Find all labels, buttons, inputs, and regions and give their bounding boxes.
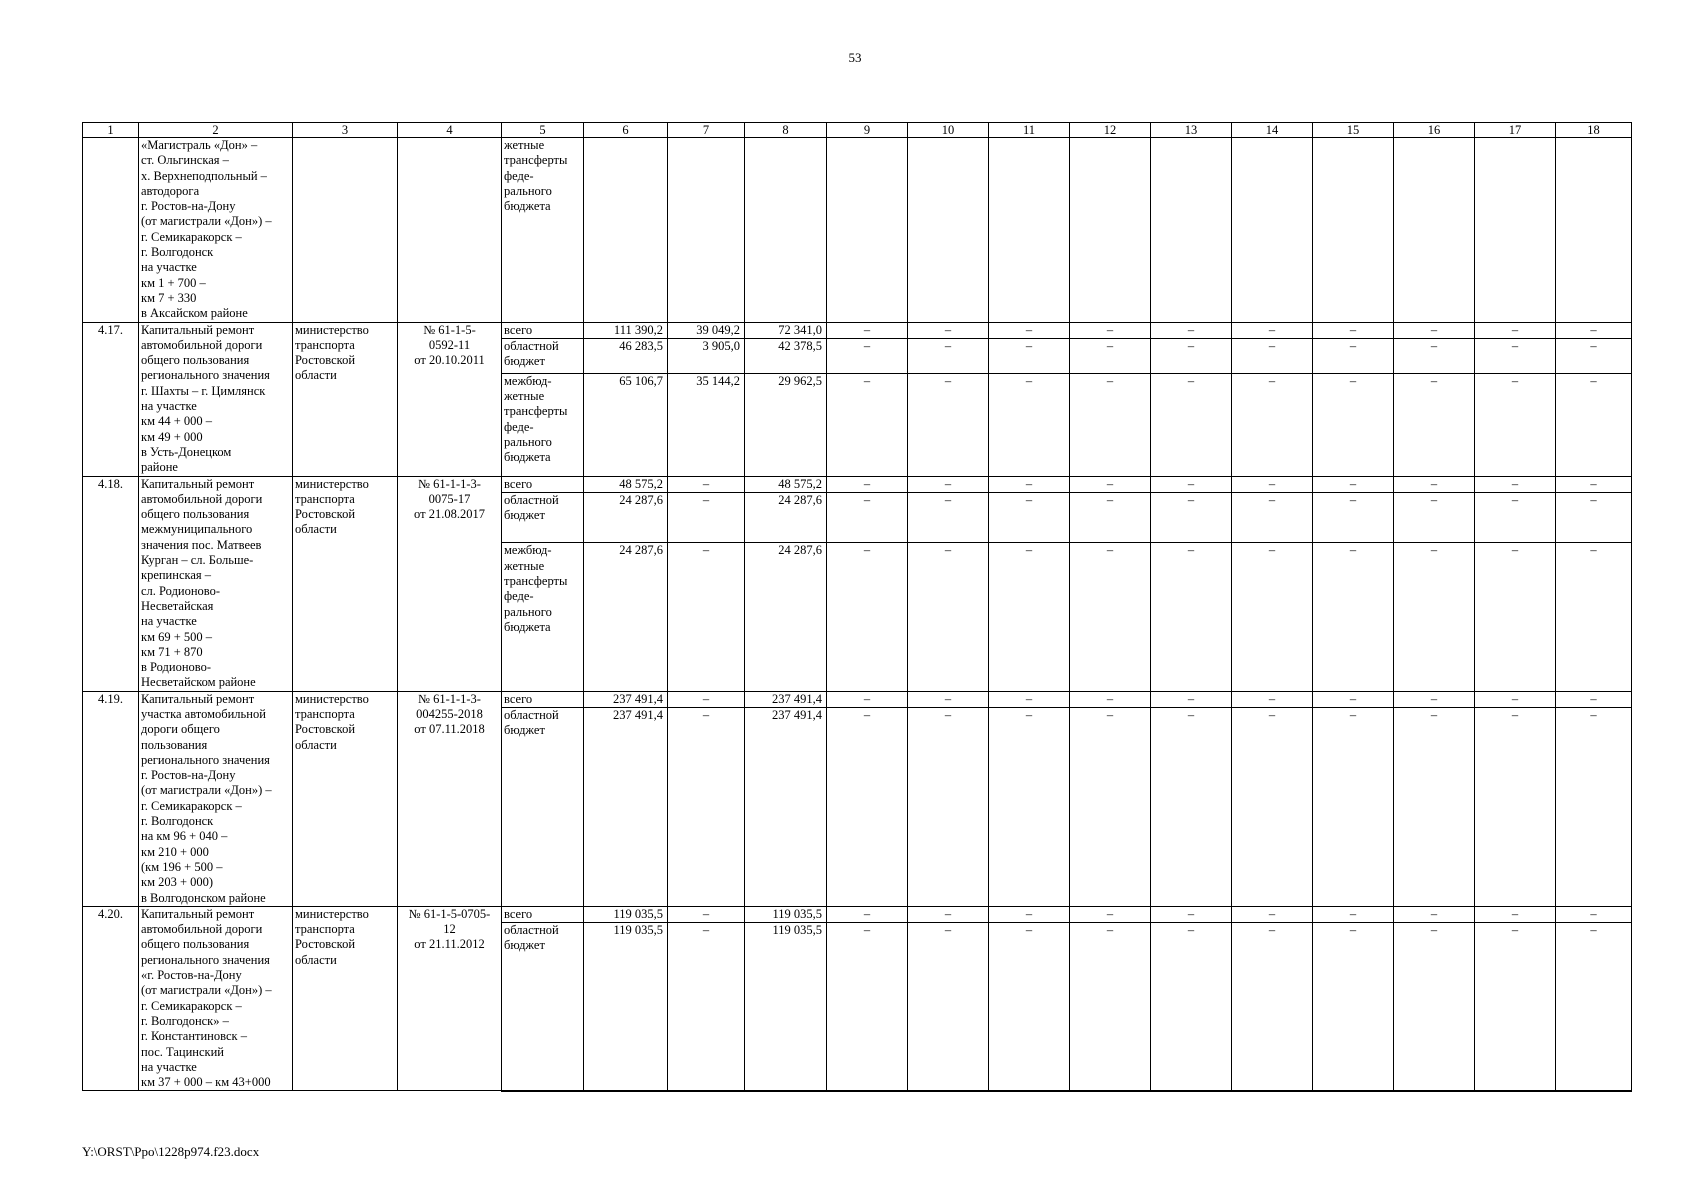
amount-total-cell: 119 035,5 <box>584 906 668 922</box>
continuation-row <box>83 138 1632 323</box>
funding-source-cell: областной бюджет <box>502 707 584 906</box>
column-number-cell: 3 <box>293 123 398 138</box>
empty-value-cell: – <box>1556 492 1632 543</box>
empty-value-cell: – <box>1232 923 1313 1091</box>
object-name-cell: Капитальный ремонт автомобильной дороги общего пользования межмуниципального значения пос. Матвеев Курган – сл. Больше- крепинская – сл. Родионово- Несветайская на участке км 69 + 500 – км 71 + 870 в Родионово- Несветайском районе <box>139 476 293 691</box>
amount-total-cell: 46 283,5 <box>584 338 668 373</box>
amount-col7-cell: – <box>668 906 745 922</box>
empty-value-cell: – <box>827 322 908 338</box>
amount-total-cell: 65 106,7 <box>584 373 668 476</box>
row-number-cell: 4.19. <box>83 691 139 906</box>
empty-value-cell: – <box>1151 543 1232 691</box>
empty-value-cell: – <box>908 691 989 707</box>
column-number-cell: 9 <box>827 123 908 138</box>
column-number-cell: 8 <box>745 123 827 138</box>
empty-value-cell: – <box>827 492 908 543</box>
empty-value-cell: – <box>1313 923 1394 1091</box>
object-name-cell: Капитальный ремонт участка автомобильной дороги общего пользования регионального значения г. Ростов-на-Дону (от магистрали «Дон») – г. Семикаракорск – г. Волгодонск на км 96 + 040 – км 210 + 000 (км 196 + 500 – км 203 + 000) в Волгодонском районе <box>139 691 293 906</box>
amount-col7-cell: – <box>668 923 745 1091</box>
organization-cell: министерство транспорта Ростовской области <box>293 476 398 691</box>
document-cell <box>398 138 502 323</box>
funding-source-cell: всего <box>502 322 584 338</box>
column-number-cell: 12 <box>1070 123 1151 138</box>
empty-value-cell: – <box>1475 338 1556 373</box>
empty-value-cell: – <box>1556 476 1632 492</box>
column-number-cell: 15 <box>1313 123 1394 138</box>
empty-value-cell: – <box>1313 691 1394 707</box>
empty-value-cell: – <box>1394 476 1475 492</box>
empty-value-cell: – <box>827 338 908 373</box>
amount-col7-cell: 39 049,2 <box>668 322 745 338</box>
empty-value-cell: – <box>908 543 989 691</box>
table-row <box>83 691 1632 707</box>
empty-value-cell: – <box>1475 373 1556 476</box>
funding-source-cell: межбюд- жетные трансферты феде- рального бюджета <box>502 373 584 476</box>
empty-value-cell: – <box>989 373 1070 476</box>
empty-value-cell: – <box>989 492 1070 543</box>
column-number-cell: 18 <box>1556 123 1632 138</box>
empty-value-cell: – <box>1313 906 1394 922</box>
amount-total-cell: 48 575,2 <box>584 476 668 492</box>
empty-value-cell: – <box>1394 707 1475 906</box>
amount-col8-cell: 24 287,6 <box>745 492 827 543</box>
empty-value-cell: – <box>1232 476 1313 492</box>
empty-value-cell: – <box>1151 691 1232 707</box>
empty-value-cell: – <box>1232 322 1313 338</box>
empty-value-cell: – <box>989 691 1070 707</box>
empty-value-cell: – <box>989 476 1070 492</box>
amount-total-cell: 119 035,5 <box>584 923 668 1091</box>
amount-total-cell: 237 491,4 <box>584 691 668 707</box>
column-number-cell: 6 <box>584 123 668 138</box>
amount-col8-cell: 29 962,5 <box>745 373 827 476</box>
empty-value-cell: – <box>1313 322 1394 338</box>
empty-value-cell: – <box>1475 906 1556 922</box>
empty-value-cell: – <box>1475 543 1556 691</box>
document-cell: № 61-1-5-0705- 12 от 21.11.2012 <box>398 906 502 1091</box>
empty-value-cell: – <box>827 543 908 691</box>
amount-col8-cell: 72 341,0 <box>745 322 827 338</box>
empty-value-cell: – <box>1394 492 1475 543</box>
funding-source-cell: жетные трансферты феде- рального бюджета <box>502 138 584 323</box>
empty-value-cell: – <box>1232 906 1313 922</box>
empty-value-cell: – <box>989 923 1070 1091</box>
empty-value-cell: – <box>989 338 1070 373</box>
funding-source-cell: всего <box>502 476 584 492</box>
empty-value-cell: – <box>1070 923 1151 1091</box>
empty-value-cell: – <box>1151 906 1232 922</box>
row-number-cell: 4.17. <box>83 322 139 476</box>
empty-value-cell: – <box>1232 373 1313 476</box>
organization-cell: министерство транспорта Ростовской области <box>293 906 398 1091</box>
amount-col7-cell: – <box>668 476 745 492</box>
empty-value-cell: – <box>1556 707 1632 906</box>
empty-value-cell: – <box>908 373 989 476</box>
empty-value-cell: – <box>1151 492 1232 543</box>
row-number-cell: 4.20. <box>83 906 139 1091</box>
empty-value-cell: – <box>1070 906 1151 922</box>
empty-value-cell: – <box>908 707 989 906</box>
empty-value-cell: – <box>1556 923 1632 1091</box>
empty-value-cell: – <box>1556 338 1632 373</box>
funding-source-cell: всего <box>502 691 584 707</box>
file-path-footer: Y:\ORST\Ppo\1228p974.f23.docx <box>82 1144 260 1159</box>
empty-value-cell: – <box>1556 691 1632 707</box>
empty-value-cell: – <box>1475 707 1556 906</box>
amount-col7-cell: 3 905,0 <box>668 338 745 373</box>
empty-value-cell: – <box>1151 476 1232 492</box>
empty-value-cell: – <box>1394 543 1475 691</box>
empty-value-cell: – <box>1151 923 1232 1091</box>
amount-col8-cell: 42 378,5 <box>745 338 827 373</box>
empty-value-cell: – <box>1151 373 1232 476</box>
empty-value-cell: – <box>1313 476 1394 492</box>
amount-col7-cell: – <box>668 691 745 707</box>
empty-value-cell: – <box>908 476 989 492</box>
object-name-cell: «Магистраль «Дон» – ст. Ольгинская – х. Верхнеподпольный – автодорога г. Ростов-на-Дону (от магистрали «Дон») – г. Семикаракорск – г. Волгодонск на участке км 1 + 700 – км 7 + 330 в Аксайском районе <box>139 138 293 323</box>
table-row <box>83 476 1632 492</box>
empty-value-cell: – <box>908 322 989 338</box>
empty-value-cell: – <box>989 707 1070 906</box>
empty-value-cell: – <box>1313 373 1394 476</box>
empty-value-cell: – <box>827 923 908 1091</box>
empty-value-cell: – <box>1232 492 1313 543</box>
empty-value-cell: – <box>1394 322 1475 338</box>
empty-value-cell: – <box>989 543 1070 691</box>
funding-source-cell: межбюд- жетные трансферты феде- рального бюджета <box>502 543 584 691</box>
empty-value-cell: – <box>1070 707 1151 906</box>
object-name-cell: Капитальный ремонт автомобильной дороги общего пользования регионального значения г. Шахты – г. Цимлянск на участке км 44 + 000 – км 49 + 000 в Усть-Донецком районе <box>139 322 293 476</box>
empty-value-cell: – <box>989 906 1070 922</box>
empty-value-cell: – <box>827 691 908 707</box>
empty-value-cell: – <box>908 923 989 1091</box>
amount-col7-cell: – <box>668 543 745 691</box>
row-number-cell: 4.18. <box>83 476 139 691</box>
empty-value-cell: – <box>1394 923 1475 1091</box>
empty-value-cell: – <box>1313 707 1394 906</box>
column-number-cell: 10 <box>908 123 989 138</box>
table-header <box>83 123 1632 138</box>
empty-value-cell: – <box>1556 906 1632 922</box>
empty-value-cell: – <box>1070 492 1151 543</box>
empty-value-cell: – <box>1232 691 1313 707</box>
empty-value-cell: – <box>1313 338 1394 373</box>
empty-value-cell: – <box>1313 543 1394 691</box>
empty-value-cell: – <box>1556 373 1632 476</box>
empty-value-cell: – <box>1475 322 1556 338</box>
empty-value-cell: – <box>1070 691 1151 707</box>
funding-source-cell: областной бюджет <box>502 492 584 543</box>
column-number-cell: 17 <box>1475 123 1556 138</box>
empty-value-cell: – <box>1151 322 1232 338</box>
empty-value-cell: – <box>1394 691 1475 707</box>
empty-value-cell: – <box>1151 707 1232 906</box>
empty-value-cell: – <box>1475 691 1556 707</box>
funding-source-cell: областной бюджет <box>502 923 584 1091</box>
page-number: 53 <box>848 50 862 65</box>
organization-cell: министерство транспорта Ростовской области <box>293 691 398 906</box>
funding-source-cell: областной бюджет <box>502 338 584 373</box>
amount-total-cell: 24 287,6 <box>584 543 668 691</box>
amount-col7-cell: 35 144,2 <box>668 373 745 476</box>
empty-value-cell: – <box>1556 322 1632 338</box>
funding-source-cell: всего <box>502 906 584 922</box>
amount-col8-cell: 119 035,5 <box>745 923 827 1091</box>
amount-col8-cell: 119 035,5 <box>745 906 827 922</box>
column-number-cell: 11 <box>989 123 1070 138</box>
empty-value-cell: – <box>1475 923 1556 1091</box>
column-number-cell: 13 <box>1151 123 1232 138</box>
empty-value-cell: – <box>1070 543 1151 691</box>
empty-value-cell: – <box>1232 543 1313 691</box>
amount-col8-cell: 237 491,4 <box>745 707 827 906</box>
amount-total-cell: 237 491,4 <box>584 707 668 906</box>
empty-value-cell: – <box>989 322 1070 338</box>
empty-value-cell: – <box>1232 707 1313 906</box>
empty-value-cell: – <box>908 492 989 543</box>
amount-total-cell: 111 390,2 <box>584 322 668 338</box>
amount-col8-cell: 24 287,6 <box>745 543 827 691</box>
column-number-cell: 4 <box>398 123 502 138</box>
table-row <box>83 322 1632 338</box>
empty-value-cell: – <box>1556 543 1632 691</box>
column-number-cell: 7 <box>668 123 745 138</box>
amount-col7-cell: – <box>668 492 745 543</box>
amount-col8-cell: 48 575,2 <box>745 476 827 492</box>
empty-value-cell: – <box>1313 492 1394 543</box>
empty-value-cell: – <box>1394 338 1475 373</box>
empty-value-cell: – <box>1070 322 1151 338</box>
empty-value-cell: – <box>1394 373 1475 476</box>
empty-value-cell: – <box>908 906 989 922</box>
amount-col8-cell: 237 491,4 <box>745 691 827 707</box>
column-number-cell: 16 <box>1394 123 1475 138</box>
empty-value-cell: – <box>1475 492 1556 543</box>
empty-value-cell: – <box>827 707 908 906</box>
empty-value-cell: – <box>827 906 908 922</box>
document-cell: № 61-1-1-3- 004255-2018 от 07.11.2018 <box>398 691 502 906</box>
budget-table <box>82 122 1632 1092</box>
empty-value-cell: – <box>1232 338 1313 373</box>
organization-cell: министерство транспорта Ростовской области <box>293 322 398 476</box>
empty-value-cell: – <box>1475 476 1556 492</box>
empty-value-cell: – <box>1151 338 1232 373</box>
empty-value-cell: – <box>1070 476 1151 492</box>
table-body <box>83 138 1632 1091</box>
column-number-cell: 14 <box>1232 123 1313 138</box>
document-cell: № 61-1-5- 0592-11 от 20.10.2011 <box>398 322 502 476</box>
document-cell: № 61-1-1-3- 0075-17 от 21.08.2017 <box>398 476 502 691</box>
empty-value-cell: – <box>827 476 908 492</box>
empty-value-cell: – <box>1070 373 1151 476</box>
object-name-cell: Капитальный ремонт автомобильной дороги общего пользования регионального значения «г. Ростов-на-Дону (от магистрали «Дон») – г. Семикаракорск – г. Волгодонск» – г. Константиновск – пос. Тацинский на участке км 37 + 000 – км 43+000 <box>139 906 293 1091</box>
empty-value-cell: – <box>1394 906 1475 922</box>
organization-cell <box>293 138 398 323</box>
column-number-cell: 1 <box>83 123 139 138</box>
empty-value-cell: – <box>827 373 908 476</box>
amount-total-cell: 24 287,6 <box>584 492 668 543</box>
row-number-cell <box>83 138 139 323</box>
column-number-row <box>83 123 1632 138</box>
empty-value-cell: – <box>1070 338 1151 373</box>
column-number-cell: 2 <box>139 123 293 138</box>
empty-value-cell: – <box>908 338 989 373</box>
amount-col7-cell: – <box>668 707 745 906</box>
column-number-cell: 5 <box>502 123 584 138</box>
table-row <box>83 906 1632 922</box>
